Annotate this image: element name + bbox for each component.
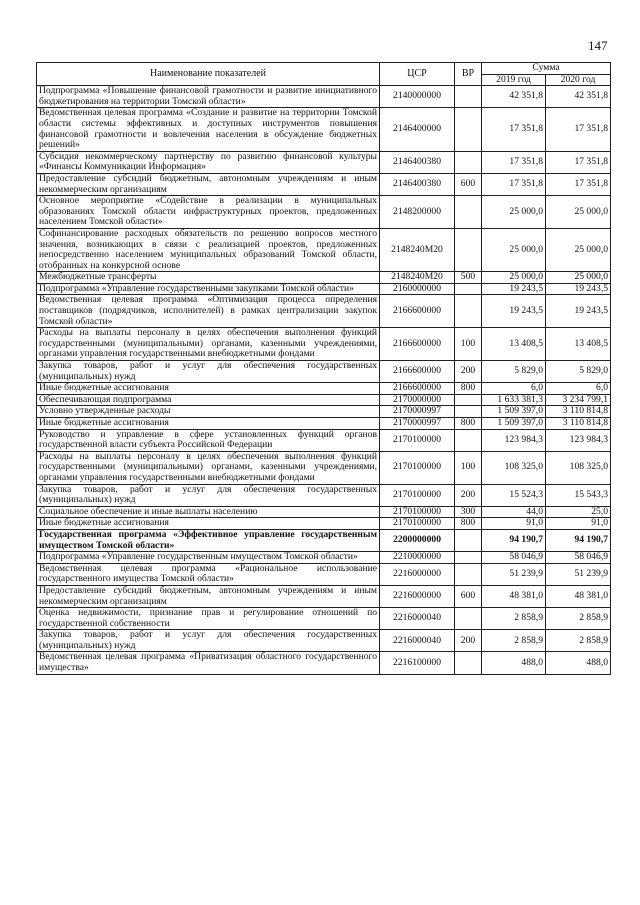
- cell-vr: [455, 652, 482, 674]
- cell-y2019: 25 000,0: [482, 228, 546, 271]
- cell-y2020: 108 325,0: [546, 451, 611, 484]
- cell-vr: [455, 429, 482, 451]
- cell-vr: 300: [455, 506, 482, 518]
- cell-name: Основное мероприятие «Содействие в реализации в муниципальных образованиях Томской области инфраструктурных проектов, предложенных населением Томской области»: [37, 196, 380, 229]
- cell-csr: 2146400000: [380, 108, 455, 151]
- table-row: [37, 608, 611, 630]
- cell-csr: 2170000000: [380, 394, 455, 406]
- cell-name: Межбюджетные трансферты: [37, 272, 380, 284]
- table-row: [37, 552, 611, 564]
- cell-name: Иные бюджетные ассигнования: [37, 418, 380, 430]
- cell-y2020: 3 110 814,8: [546, 418, 611, 430]
- table-row: [37, 151, 611, 173]
- cell-y2020: 94 190,7: [546, 529, 611, 551]
- cell-vr: 200: [455, 630, 482, 652]
- cell-name: Софинансирование расходных обязательств по решению вопросов местного значения, возникающих в связи с реализацией проектов, предложенных непосредственно населением муниципальных образований Томской области, отобранных на конкурсной основе: [37, 228, 380, 271]
- cell-y2019: 108 325,0: [482, 451, 546, 484]
- cell-y2020: 2 858,9: [546, 608, 611, 630]
- cell-y2020: 6,0: [546, 383, 611, 395]
- cell-vr: 200: [455, 484, 482, 506]
- cell-csr: 2170000997: [380, 418, 455, 430]
- table-row: [37, 328, 611, 361]
- cell-csr: 2170100000: [380, 484, 455, 506]
- cell-y2020: 42 351,8: [546, 86, 611, 108]
- cell-vr: [455, 529, 482, 551]
- header-vr: ВР: [455, 63, 482, 86]
- table-row: [37, 630, 611, 652]
- table-row: [37, 418, 611, 430]
- cell-name: Ведомственная целевая программа «Оптимизация процесса определения поставщиков (подрядчиков, исполнителей) в рамках централизации закупок Томской области»: [37, 295, 380, 328]
- table-row: [37, 394, 611, 406]
- cell-name: Ведомственная целевая программа «Приватизация областного государственного имущества»: [37, 652, 380, 674]
- cell-y2020: 488,0: [546, 652, 611, 674]
- table-row: [37, 585, 611, 607]
- cell-y2020: 5 829,0: [546, 361, 611, 383]
- table-row: [37, 652, 611, 674]
- table-row: [37, 361, 611, 383]
- header-csr: ЦСР: [380, 63, 455, 86]
- cell-vr: [455, 283, 482, 295]
- cell-csr: 2170100000: [380, 518, 455, 530]
- cell-name: Подпрограмма «Повышение финансовой грамотности и развитие инициативного бюджетирования на территории Томской области»: [37, 86, 380, 108]
- cell-vr: [455, 151, 482, 173]
- cell-y2020: 19 243,5: [546, 295, 611, 328]
- table-row: [37, 228, 611, 271]
- cell-csr: 2216000000: [380, 563, 455, 585]
- cell-name: Условно утвержденные расходы: [37, 406, 380, 418]
- cell-vr: [455, 196, 482, 229]
- cell-vr: 600: [455, 173, 482, 195]
- cell-y2020: 17 351,8: [546, 108, 611, 151]
- cell-vr: [455, 295, 482, 328]
- cell-y2019: 13 408,5: [482, 328, 546, 361]
- table-row: [37, 295, 611, 328]
- cell-name: Обеспечивающая подпрограмма: [37, 394, 380, 406]
- cell-y2020: 25 000,0: [546, 272, 611, 284]
- cell-y2020: 13 408,5: [546, 328, 611, 361]
- cell-vr: [455, 86, 482, 108]
- table-row: [37, 173, 611, 195]
- cell-y2019: 44,0: [482, 506, 546, 518]
- cell-name: Оценка недвижимости, признание прав и регулирование отношений по государственной собственности: [37, 608, 380, 630]
- cell-y2019: 42 351,8: [482, 86, 546, 108]
- cell-vr: 100: [455, 451, 482, 484]
- table-row: [37, 272, 611, 284]
- cell-name: Предоставление субсидий бюджетным, автономным учреждениям и иным некоммерческим организациям: [37, 173, 380, 195]
- cell-name: Закупка товаров, работ и услуг для обеспечения государственных (муниципальных) нужд: [37, 484, 380, 506]
- cell-csr: 2216000000: [380, 585, 455, 607]
- cell-y2019: 15 524,3: [482, 484, 546, 506]
- cell-vr: 200: [455, 361, 482, 383]
- cell-csr: 2148240M20: [380, 228, 455, 271]
- cell-y2020: 2 858,9: [546, 630, 611, 652]
- cell-csr: 2170100000: [380, 506, 455, 518]
- cell-vr: 800: [455, 383, 482, 395]
- cell-csr: 2216000040: [380, 608, 455, 630]
- cell-csr: 2210000000: [380, 552, 455, 564]
- cell-y2019: 1 509 397,0: [482, 418, 546, 430]
- cell-csr: 2166600000: [380, 361, 455, 383]
- cell-y2019: 48 381,0: [482, 585, 546, 607]
- cell-y2020: 58 046,9: [546, 552, 611, 564]
- cell-csr: 2140000000: [380, 86, 455, 108]
- cell-y2020: 25 000,0: [546, 196, 611, 229]
- table-row: [37, 196, 611, 229]
- table-row: [37, 283, 611, 295]
- cell-csr: 2170100000: [380, 451, 455, 484]
- cell-y2019: 91,0: [482, 518, 546, 530]
- cell-y2019: 1 509 397,0: [482, 406, 546, 418]
- cell-csr: 2160000000: [380, 283, 455, 295]
- cell-csr: 2146400380: [380, 151, 455, 173]
- cell-vr: 600: [455, 585, 482, 607]
- cell-y2020: 3 110 814,8: [546, 406, 611, 418]
- header-sum: Сумма: [482, 63, 611, 75]
- cell-y2020: 17 351,8: [546, 151, 611, 173]
- table-row: [37, 506, 611, 518]
- cell-csr: 2148240M20: [380, 272, 455, 284]
- cell-vr: [455, 563, 482, 585]
- cell-vr: 800: [455, 518, 482, 530]
- cell-csr: 2216000040: [380, 630, 455, 652]
- cell-vr: 800: [455, 418, 482, 430]
- cell-csr: 2170000997: [380, 406, 455, 418]
- cell-y2020: 17 351,8: [546, 173, 611, 195]
- cell-name: Подпрограмма «Управление государственным имуществом Томской области»: [37, 552, 380, 564]
- cell-y2019: 25 000,0: [482, 272, 546, 284]
- cell-y2019: 17 351,8: [482, 151, 546, 173]
- cell-csr: 2146400380: [380, 173, 455, 195]
- header-year-2020: 2020 год: [546, 74, 611, 86]
- cell-vr: [455, 228, 482, 271]
- cell-y2019: 17 351,8: [482, 108, 546, 151]
- cell-y2019: 19 243,5: [482, 283, 546, 295]
- cell-y2019: 6,0: [482, 383, 546, 395]
- cell-name: Закупка товаров, работ и услуг для обеспечения государственных (муниципальных) нужд: [37, 630, 380, 652]
- cell-y2019: 51 239,9: [482, 563, 546, 585]
- cell-y2019: 488,0: [482, 652, 546, 674]
- cell-name: Предоставление субсидий бюджетным, автономным учреждениям и иным некоммерческим организациям: [37, 585, 380, 607]
- cell-vr: [455, 608, 482, 630]
- cell-name: Иные бюджетные ассигнования: [37, 518, 380, 530]
- cell-name: Социальное обеспечение и иные выплаты населению: [37, 506, 380, 518]
- cell-y2020: 3 234 799,1: [546, 394, 611, 406]
- cell-csr: 2170100000: [380, 429, 455, 451]
- table-body: [37, 86, 611, 674]
- cell-y2020: 48 381,0: [546, 585, 611, 607]
- cell-y2020: 19 243,5: [546, 283, 611, 295]
- cell-vr: 100: [455, 328, 482, 361]
- cell-y2020: 25 000,0: [546, 228, 611, 271]
- table-row: [37, 108, 611, 151]
- cell-name: Расходы на выплаты персоналу в целях обеспечения выполнения функций государственными (муниципальными) органами, казенными учреждениями, органами управления государственными внебюджетными фондами: [37, 451, 380, 484]
- cell-vr: [455, 108, 482, 151]
- cell-name: Подпрограмма «Управление государственными закупками Томской области»: [37, 283, 380, 295]
- cell-vr: [455, 552, 482, 564]
- cell-name: Ведомственная целевая программа «Создание и развитие на территории Томской области системы эффективных и доступных инструментов повышения финансовой грамотности и вовлечения населения в обсуждение бюджетных решений»: [37, 108, 380, 151]
- cell-name: Руководство и управление в сфере установленных функций органов государственной власти субъекта Российской Федерации: [37, 429, 380, 451]
- cell-csr: 2166600000: [380, 383, 455, 395]
- table-row: [37, 529, 611, 551]
- cell-y2020: 51 239,9: [546, 563, 611, 585]
- header-name: Наименование показателей: [37, 63, 380, 86]
- cell-y2019: 1 633 381,3: [482, 394, 546, 406]
- table-row: [37, 484, 611, 506]
- cell-name: Расходы на выплаты персоналу в целях обеспечения выполнения функций государственными (муниципальными) органами, казенными учреждениями, органами управления государственными внебюджетными фондами: [37, 328, 380, 361]
- cell-vr: 500: [455, 272, 482, 284]
- cell-y2019: 2 858,9: [482, 608, 546, 630]
- cell-csr: 2200000000: [380, 529, 455, 551]
- cell-y2019: 123 984,3: [482, 429, 546, 451]
- cell-y2019: 2 858,9: [482, 630, 546, 652]
- cell-y2020: 15 543,3: [546, 484, 611, 506]
- cell-csr: 2166600000: [380, 328, 455, 361]
- header-year-2019: 2019 год: [482, 74, 546, 86]
- cell-y2019: 17 351,8: [482, 173, 546, 195]
- cell-y2020: 91,0: [546, 518, 611, 530]
- table-row: [37, 451, 611, 484]
- page-number: 147: [588, 38, 608, 53]
- cell-name: Государственная программа «Эффективное управление государственным имуществом Томской области»: [37, 529, 380, 551]
- cell-name: Закупка товаров, работ и услуг для обеспечения государственных (муниципальных) нужд: [37, 361, 380, 383]
- cell-y2019: 94 190,7: [482, 529, 546, 551]
- cell-name: Субсидия некоммерческому партнерству по развитию финансовой культуры «Финансы Коммуникации Информация»: [37, 151, 380, 173]
- table-row: [37, 429, 611, 451]
- cell-csr: 2148200000: [380, 196, 455, 229]
- table-row: [37, 518, 611, 530]
- cell-vr: [455, 406, 482, 418]
- cell-name: Ведомственная целевая программа «Рациональное использование государственного имущества Томской области»: [37, 563, 380, 585]
- cell-y2019: 5 829,0: [482, 361, 546, 383]
- table-row: [37, 563, 611, 585]
- cell-vr: [455, 394, 482, 406]
- cell-y2020: 123 984,3: [546, 429, 611, 451]
- cell-y2020: 25,0: [546, 506, 611, 518]
- cell-y2019: 19 243,5: [482, 295, 546, 328]
- cell-y2019: 25 000,0: [482, 196, 546, 229]
- table-header-row: [37, 63, 611, 75]
- cell-y2019: 58 046,9: [482, 552, 546, 564]
- budget-table: [36, 62, 611, 675]
- cell-csr: 2166600000: [380, 295, 455, 328]
- cell-name: Иные бюджетные ассигнования: [37, 383, 380, 395]
- table-row: [37, 383, 611, 395]
- table-row: [37, 86, 611, 108]
- cell-csr: 2216100000: [380, 652, 455, 674]
- table-row: [37, 406, 611, 418]
